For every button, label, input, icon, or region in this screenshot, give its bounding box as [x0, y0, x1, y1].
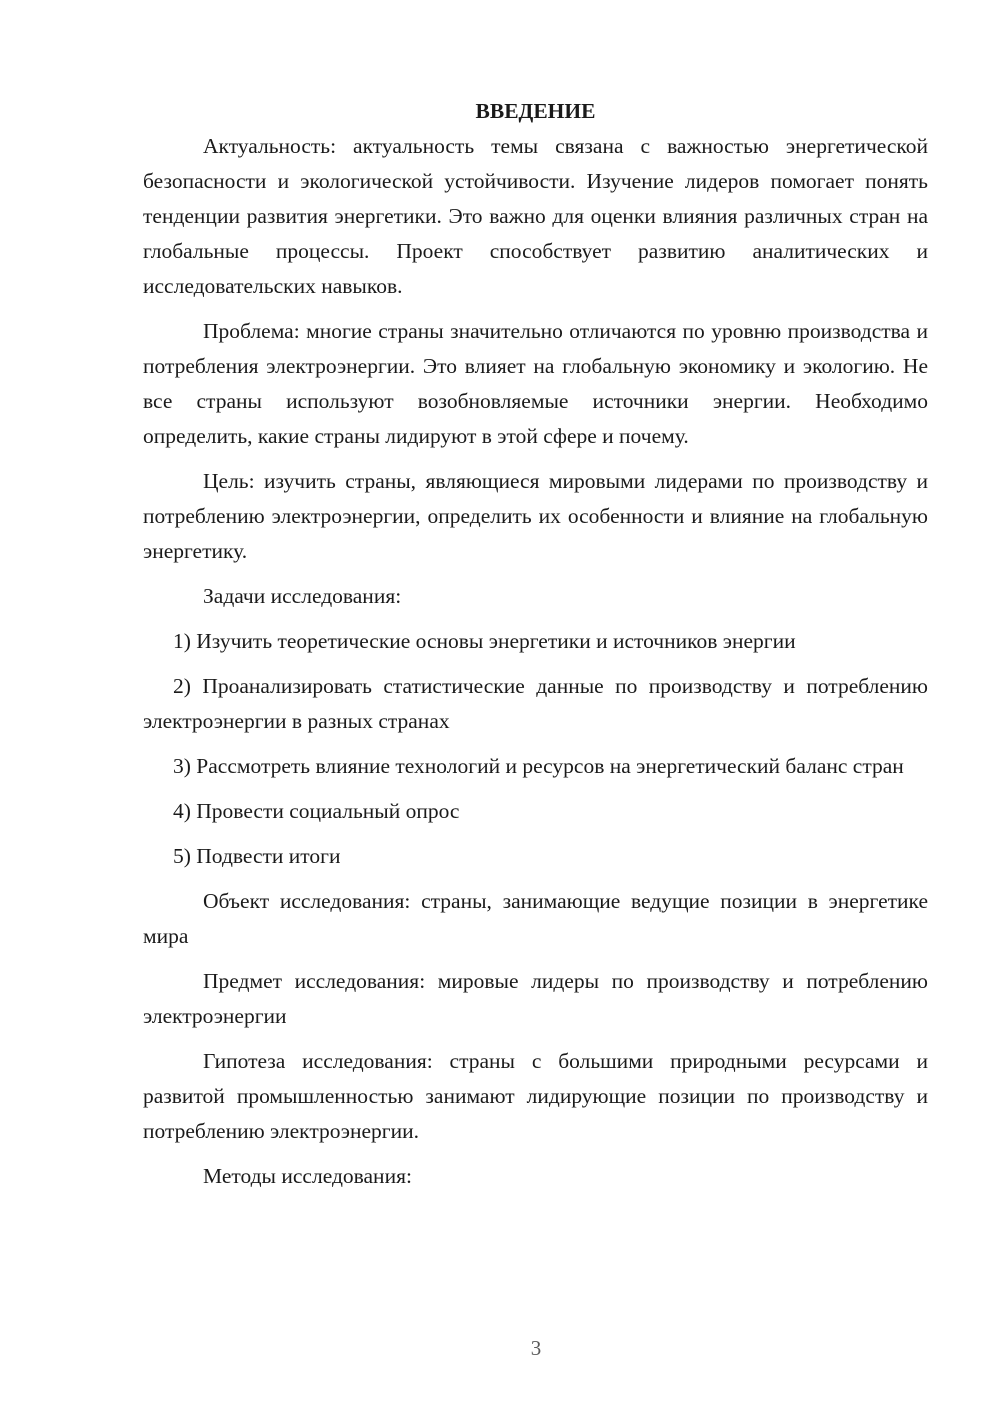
subject-paragraph: Предмет исследования: мировые лидеры по производству и потреблению электроэнергии — [143, 969, 928, 1028]
task-item: 3) Рассмотреть влияние технологий и ресурсов на энергетический баланс стран — [173, 754, 904, 778]
task-item: 5) Подвести итоги — [173, 844, 341, 868]
object-paragraph: Объект исследования: страны, занимающие ведущие позиции в энергетике мира — [143, 889, 928, 948]
page-content — [143, 94, 928, 1204]
tasks-title: Задачи исследования: — [203, 584, 402, 608]
task-list — [143, 624, 928, 874]
task-item: 4) Провести социальный опрос — [173, 799, 460, 823]
task-item: 1) Изучить теоретические основы энергетики и источников энергии — [173, 629, 796, 653]
hypothesis-paragraph: Гипотеза исследования: страны с большими природными ресурсами и развитой промышленностью занимают лидирующие позиции по производству и потреблению электроэнергии. — [143, 1049, 928, 1143]
task-item: 2) Проанализировать статистические данные по производству и потреблению электроэнергии в разных странах — [143, 674, 928, 733]
problem-paragraph: Проблема: многие страны значительно отличаются по уровню производства и потребления электроэнергии. Это влияет на глобальную экономику и экологию. Не все страны используют возобновляемые источники энергии. Необходимо определить, какие страны лидируют в этой сфере и почему. — [143, 319, 928, 448]
goal-paragraph: Цель: изучить страны, являющиеся мировыми лидерами по производству и потреблению электроэнергии, определить их особенности и влияние на глобальную энергетику. — [143, 469, 928, 563]
methods-title: Методы исследования: — [203, 1164, 412, 1188]
section-heading: ВВЕДЕНИЕ — [475, 99, 596, 123]
relevance-paragraph: Актуальность: актуальность темы связана с важностью энергетической безопасности и экологической устойчивости. Изучение лидеров помогает понять тенденции развития энергетики. Это важно для оценки влияния различных стран на глобальные процессы. Проект способствует развитию аналитических и исследовательских навыков. — [143, 134, 928, 298]
page-number: 3 — [530, 1336, 542, 1360]
